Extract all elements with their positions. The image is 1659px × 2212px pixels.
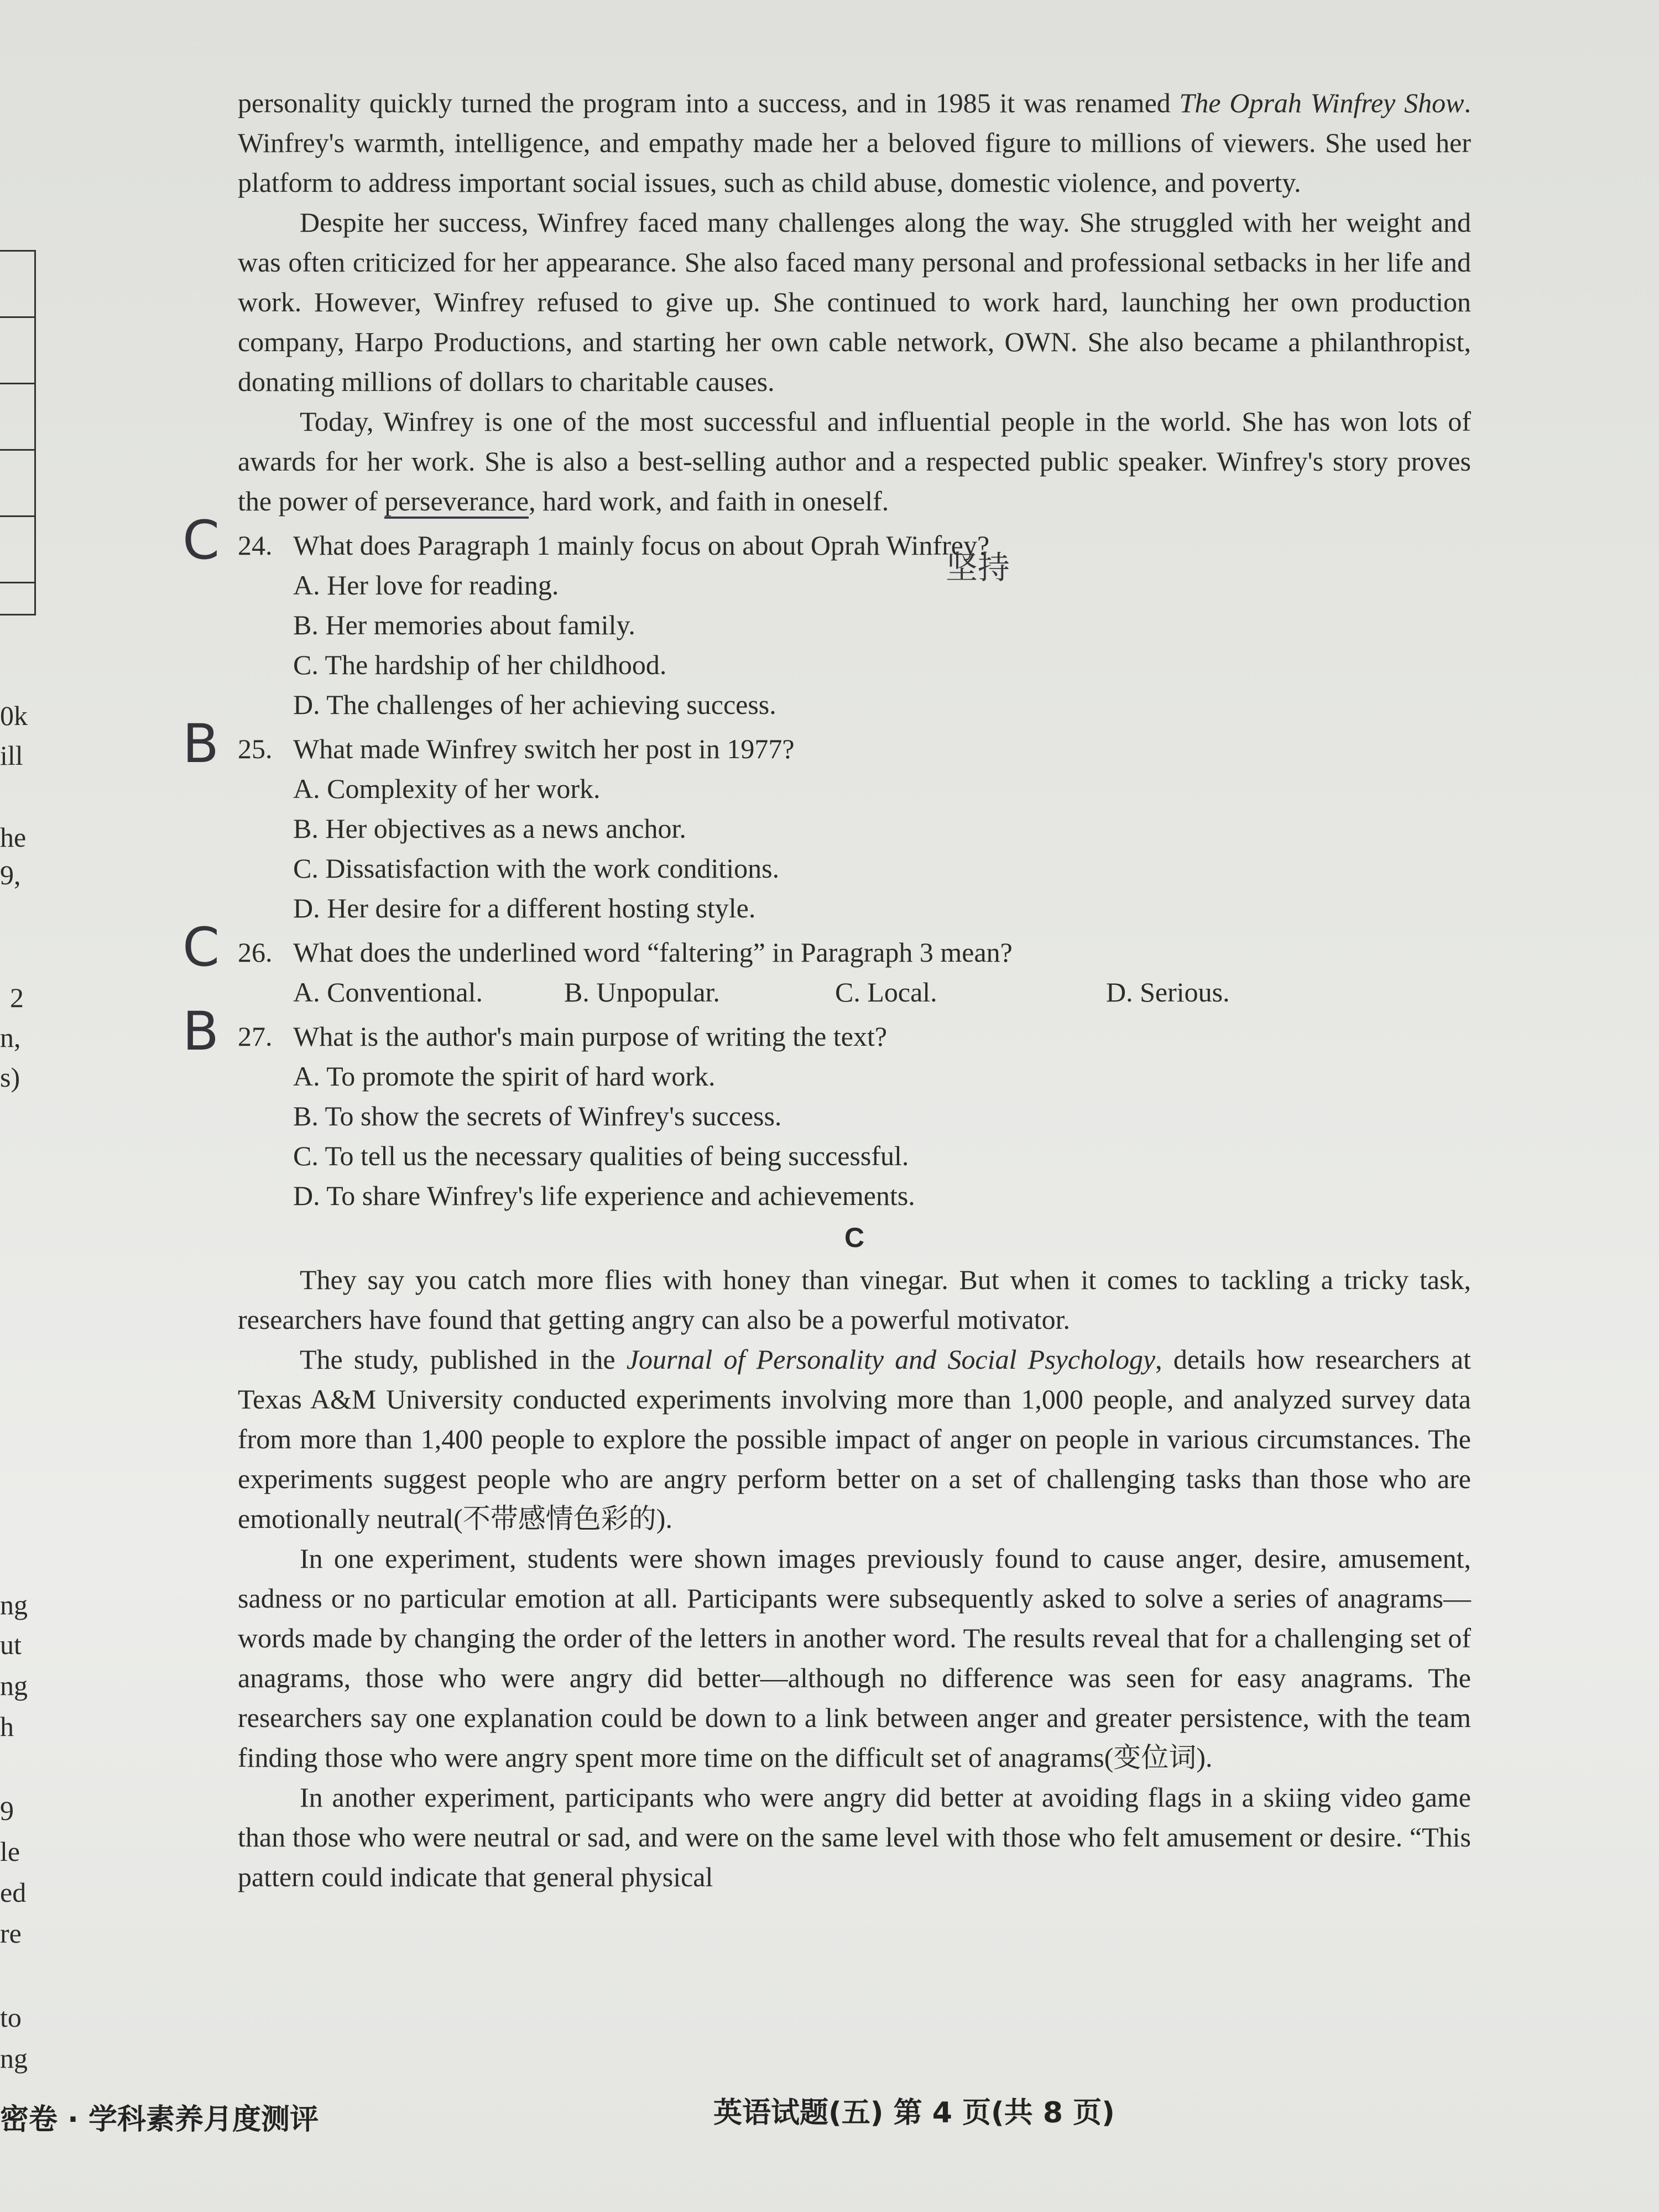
option-d: D. Serious. — [1106, 977, 1230, 1008]
question-number: 24. — [238, 530, 273, 561]
edge-text: to — [0, 2002, 22, 2033]
edge-text: ill — [0, 740, 23, 771]
question-number: 25. — [238, 733, 273, 764]
edge-text: 0k — [0, 700, 28, 731]
passage-c-paragraph-3: In one experiment, students were shown images previously found to cause anger, desire, amusement, sadness or no particular emotion at all. Participants were subsequently asked to solve a series of anagrams—words made by changing the order of the letters in another word. The results reveal that for a challenging set of anagrams, those who were angry did better—although no difference was seen for easy anagrams. The researchers say one explanation could be down to a link between anger and greater persistence, with the team finding those who were angry spent more time on the difficult set of anagrams(变位词). — [238, 1543, 1471, 1773]
option-d: D. Her desire for a different hosting style. — [293, 893, 756, 924]
paragraph-text: , details how researchers at Texas A&M University conducted experiments involving more than 1,000 people, and analyzed survey data from more than 1,400 people to explore the possible impact of anger on people in various circumstances. The experiments suggest people who are angry perform better on a set of challenging tasks than those who are emotionally neutral(不带感情色彩的). — [238, 1344, 1471, 1534]
question-number: 26. — [238, 937, 273, 968]
option-a: A. Complexity of her work. — [293, 773, 601, 804]
handwritten-note: 坚持 — [946, 549, 1010, 586]
option-d: D. The challenges of her achieving success. — [293, 689, 776, 720]
option-b: B. To show the secrets of Winfrey's success. — [293, 1100, 782, 1131]
edge-text: he — [0, 822, 27, 853]
footer-page-info: 英语试题(五) 第 4 页(共 8 页) — [713, 2096, 1115, 2130]
edge-text: re — [0, 1918, 22, 1949]
edge-text: 9, — [0, 859, 21, 890]
option-a: A. Her love for reading. — [293, 570, 559, 601]
edge-text: ng — [0, 1589, 28, 1620]
question-stem — [182, 916, 1471, 978]
question-stem — [182, 1000, 1471, 1062]
edge-text: n, — [0, 1022, 21, 1053]
main-text-column — [182, 83, 1471, 1897]
answer-grid-fragment — [0, 250, 36, 615]
edge-text: ng — [0, 1670, 28, 1701]
passage-b-paragraph-2: Despite her success, Winfrey faced many challenges along the way. She struggled with her weight and was often criticized for her appearance. She also faced many personal and professional setbacks in her life and work. However, Winfrey refused to give up. She continued to work hard, launching her own production company, Harpo Productions, and starting her own cable network, OWN. She also became a philanthropist, donating millions of dollars to charitable causes. — [238, 207, 1471, 397]
paragraph-text: , hard work, and faith in oneself. — [529, 486, 889, 517]
question-26 — [182, 916, 1471, 1012]
edge-text: ng — [0, 2043, 28, 2074]
edge-text: h — [0, 1711, 14, 1742]
option-a: A. Conventional. — [293, 977, 483, 1008]
edge-text: s) — [0, 1062, 20, 1093]
handwritten-answer: C — [182, 509, 220, 571]
option-b: B. Her objectives as a news anchor. — [293, 813, 686, 844]
passage-b-paragraph-1 — [238, 83, 1471, 202]
option-b: B. Unpopular. — [564, 977, 720, 1008]
question-text: What is the author's main purpose of writing the text? — [293, 1021, 888, 1052]
question-text: What does Paragraph 1 mainly focus on about Oprah Winfrey? — [293, 530, 990, 561]
adjacent-page-edge — [0, 0, 44, 2212]
handwritten-answer: B — [182, 1000, 219, 1062]
journal-title: Journal of Personality and Social Psychology — [626, 1344, 1156, 1375]
underlined-word: perseverance — [384, 486, 529, 519]
section-title: C — [844, 1222, 865, 1253]
paragraph-text: personality quickly turned the program into a success, and in 1985 it was renamed — [238, 87, 1180, 118]
option-b: B. Her memories about family. — [293, 609, 635, 640]
paragraph-text: The study, published in the — [300, 1344, 627, 1375]
question-24 — [182, 509, 1471, 724]
question-stem — [182, 713, 1471, 775]
passage-c-paragraph-2 — [238, 1339, 1471, 1538]
option-d: D. To share Winfrey's life experience and achievements. — [293, 1180, 915, 1211]
passage-c-paragraph-4: In another experiment, participants who were angry did better at avoiding flags in a skiing video game than those who were neutral or sad, and were on the same level with those who felt amusement or desire. “This pattern could indicate that general physical — [238, 1782, 1471, 1892]
question-text: What made Winfrey switch her post in 1977? — [293, 733, 795, 764]
question-number: 27. — [238, 1021, 273, 1052]
show-title: The Oprah Winfrey Show — [1179, 87, 1464, 118]
passage-b-paragraph-3 — [238, 401, 1471, 521]
options-row — [238, 972, 1471, 1012]
option-c: C. To tell us the necessary qualities of being successful. — [293, 1140, 909, 1171]
option-c: C. Local. — [835, 977, 937, 1008]
edge-text: le — [0, 1836, 20, 1867]
option-a: A. To promote the spirit of hard work. — [293, 1061, 716, 1092]
edge-text: ut — [0, 1629, 22, 1660]
edge-text: 9 — [0, 1795, 14, 1826]
question-text: What does the underlined word “faltering” in Paragraph 3 mean? — [293, 937, 1013, 968]
paragraph-text: . Winfrey's warmth, intelligence, and empathy made her a beloved figure to millions of viewers. She used her platform to address important social issues, such as child abuse, domestic violence, and poverty. — [238, 87, 1471, 198]
option-c: C. The hardship of her childhood. — [293, 649, 667, 680]
edge-text: ed — [0, 1877, 27, 1908]
edge-text: 2 — [10, 982, 24, 1013]
footer-series-title: 密卷 · 学科素养月度测评 — [0, 2103, 319, 2136]
handwritten-answer: C — [182, 916, 220, 978]
passage-c-paragraph-1: They say you catch more flies with honey than vinegar. But when it comes to tackling a tricky task, researchers have found that getting angry can also be a powerful motivator. — [238, 1264, 1471, 1335]
handwritten-answer: B — [182, 713, 219, 775]
question-25 — [182, 713, 1471, 928]
question-27 — [182, 1000, 1471, 1215]
option-c: C. Dissatisfaction with the work conditions. — [293, 853, 780, 884]
paragraph-text: Today, Winfrey is one of the most successful and influential people in the world. She has won lots of awards for her work. She is also a best-selling author and a respected public speaker. Winfrey's story proves the power of — [238, 406, 1471, 517]
